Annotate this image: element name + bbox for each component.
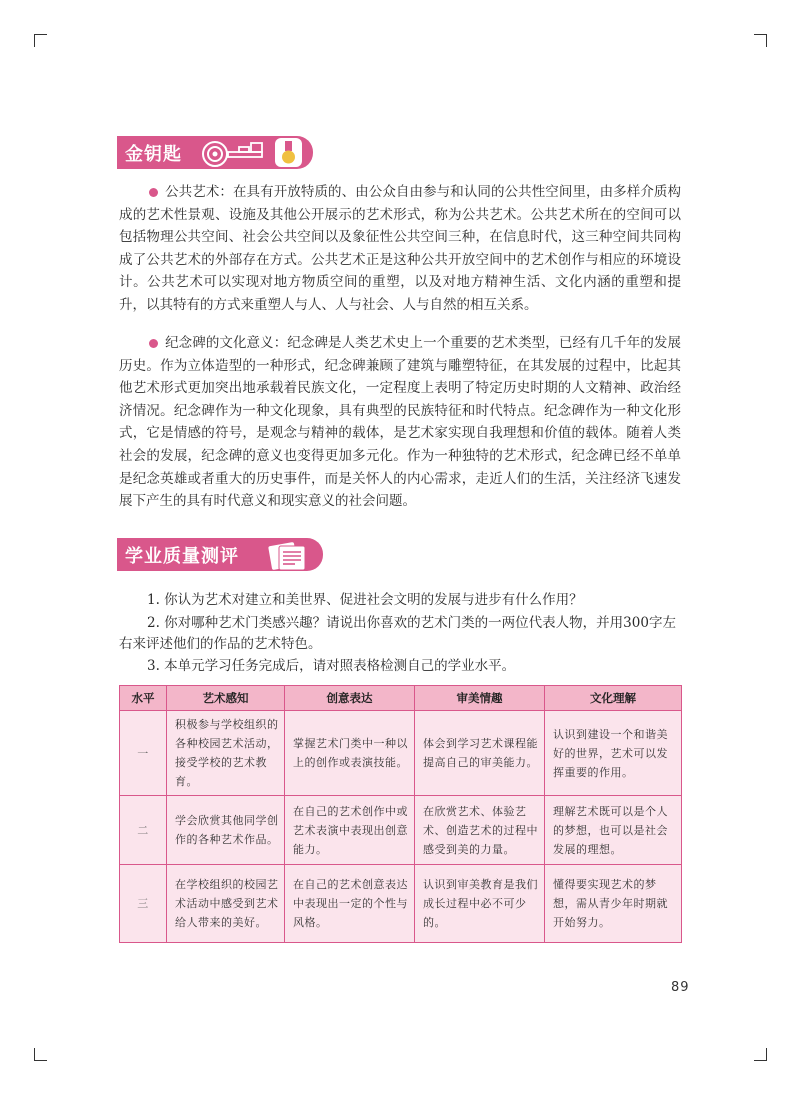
bullet-icon [149, 188, 158, 197]
question-1: 1. 你认为艺术对建立和美世界、促进社会文明的发展与进步有什么作用？ [147, 592, 583, 608]
table-header-row [120, 686, 682, 711]
header-aesthetic-taste: 审美情趣 [415, 686, 545, 711]
header-level: 水平 [120, 686, 167, 711]
table-row [120, 796, 682, 865]
table-cell: 在欣赏艺术、体验艺术、创造艺术的过程中感受到美的力量。 [415, 796, 545, 865]
table-cell: 认识到建设一个和谐美好的世界，艺术可以发挥重要的作用。 [545, 711, 682, 796]
golden-key-banner [117, 136, 313, 169]
self-assessment-table [119, 685, 682, 943]
crop-mark-top-left [34, 34, 47, 47]
question-2: 2. 你对哪种艺术门类感兴趣？请说出你喜欢的艺术门类的一两位代表人物，并用300字左右来评述他们的作品的艺术特色。 [119, 615, 676, 652]
table-row [120, 711, 682, 796]
academic-quality-banner [117, 538, 323, 571]
level-cell: 一 [120, 711, 167, 796]
table-row [120, 865, 682, 943]
public-art-text: 公共艺术：在具有开放特质的、由公众自由参与和认同的公共性空间里，由多样介质构成的艺术性景观、设施及其他公开展示的艺术形式，称为公共艺术。公共艺术所在的空间可以包括物理公共空间、社会公共空间以及象征性公共空间三种，在信息时代，这三种空间共同构成了公共艺术的外部存在方式。公共艺术正是这种公共开放空间中的艺术创作与相应的环境设计。公共艺术可以实现对地方物质空间的重塑，以及对地方精神生活、文化内涵的重塑和提升，以其特有的方式来重塑人与人、人与社会、人与自然的相互关系。 [119, 184, 681, 313]
table-cell: 理解艺术既可以是个人的梦想，也可以是社会发展的理想。 [545, 796, 682, 865]
header-art-perception: 艺术感知 [167, 686, 285, 711]
level-cell: 二 [120, 796, 167, 865]
table-cell: 认识到审美教育是我们成长过程中必不可少的。 [415, 865, 545, 943]
table-cell: 掌握艺术门类中一种以上的创作或表演技能。 [285, 711, 415, 796]
monument-text: 纪念碑的文化意义：纪念碑是人类艺术史上一个重要的艺术类型，已经有几千年的发展历史。作为立体造型的一种形式，纪念碑兼顾了建筑与雕塑特征，在其发展的过程中，比起其他艺术形式更加突出地承载着民族文化，一定程度上表明了特定历史时期的人文精神、政治经济情况。纪念碑作为一种文化现象，具有典型的民族特征和时代特点。纪念碑作为一种文化形式，它是情感的符号，是观念与精神的载体，是艺术家实现自我理想和价值的载体。随着人类社会的发展，纪念碑的意义也变得更加多元化。作为一种独特的艺术形式，纪念碑已经不单单是纪念英雄或者重大的历史事件，而是关怀人的内心需求，走近人们的生活，关注经济飞速发展下产生的具有时代意义和现实意义的社会问题。 [119, 335, 681, 510]
header-cultural-understanding: 文化理解 [545, 686, 682, 711]
key-icon [195, 137, 309, 168]
monument-paragraph [119, 332, 681, 513]
page-number: 89 [671, 980, 690, 995]
table-cell: 学会欣赏其他同学创作的各种艺术作品。 [167, 796, 285, 865]
crop-mark-bottom-right [754, 1048, 767, 1061]
golden-key-title: 金钥匙 [125, 143, 182, 165]
table-cell: 体会到学习艺术课程能提高自己的审美能力。 [415, 711, 545, 796]
academic-quality-title: 学业质量测评 [125, 545, 239, 567]
level-cell: 三 [120, 865, 167, 943]
document-icon [267, 541, 311, 571]
table-cell: 在学校组织的校园艺术活动中感受到艺术给人带来的美好。 [167, 865, 285, 943]
bullet-icon [149, 339, 158, 348]
table-cell: 在自己的艺术创意表达中表现出一定的个性与风格。 [285, 865, 415, 943]
crop-mark-bottom-left [34, 1048, 47, 1061]
header-creative-expression: 创意表达 [285, 686, 415, 711]
table-cell: 在自己的艺术创作中或艺术表演中表现出创意能力。 [285, 796, 415, 865]
question-3: 3. 本单元学习任务完成后，请对照表格检测自己的学业水平。 [147, 658, 516, 674]
table-cell: 积极参与学校组织的各种校园艺术活动，接受学校的艺术教育。 [167, 711, 285, 796]
crop-mark-top-right [754, 34, 767, 47]
table-cell: 懂得要实现艺术的梦想，需从青少年时期就开始努力。 [545, 865, 682, 943]
public-art-paragraph [119, 181, 681, 317]
